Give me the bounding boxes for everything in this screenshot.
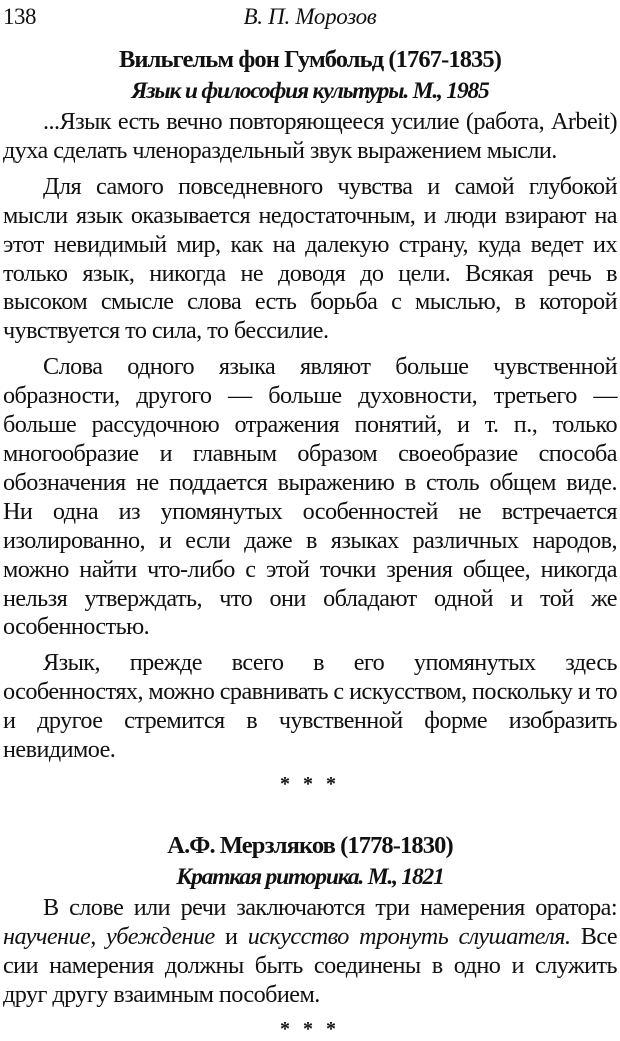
paragraph (3, 894, 617, 1010)
section-humboldt (3, 44, 617, 796)
section-source: Краткая риторика. М., 1821 (176, 863, 444, 890)
spacer (3, 796, 617, 830)
emphasis-teaching-persuasion: научение, убеждение (3, 922, 215, 950)
section-separator: * * * (280, 1017, 340, 1040)
section-heading: Вильгельм фон Гумбольд (1767-1835) (118, 46, 501, 73)
paragraph: Язык, прежде всего в его упомянутых здесь особенностях, можно сравнивать с искусством, поскольку и то и другое стремится в чувственной форме изобразить невидимое. (3, 649, 617, 764)
section-merzlyakov (3, 830, 617, 1041)
page-number: 138 (3, 4, 36, 29)
section-source: Язык и философия культуры. М., 1985 (131, 78, 489, 104)
section-heading: А.Ф. Мерзляков (1778-1830) (167, 831, 453, 859)
paragraph: ...Язык есть вечно повторяющееся усилие (работа, Arbeit) духа сделать членораздельный звук выражением мысли. (3, 108, 617, 164)
paragraph: Для самого повседневного чувства и самой глубокой мысли язык оказывается недостаточным, и люди взирают на этот невидимый мир, как на далекую страну, куда ведет их только язык, никогда не доводя до цели. Всякая речь в высоком смысле слова есть борьба с мыслью, в которой чувствуется то сила, то бессилие. (3, 172, 617, 345)
paragraph-tail: Все сии намерения должны быть соединены в одно и служить друг другу взаимным пособием. (3, 922, 618, 1008)
section-separator: * * * (280, 772, 340, 795)
running-header (3, 2, 617, 32)
emphasis-art-of-touching: искусство тронуть слушателя. (247, 922, 571, 950)
paragraph-conjunction: и (214, 922, 248, 950)
page-body (3, 44, 617, 1041)
paragraph-lead: В слове или речи заключаются три намерения оратора: (43, 893, 617, 921)
running-title: В. П. Морозов (243, 4, 377, 29)
paragraph: Слова одного языка являют больше чувственной образности, другого — больше духовности, третьего — больше рассудочною отражения понятий, и т. п., только многообразие и главным образом своеобразие способа обозначения не поддается выражению в столь общем виде. Ни одна из упомянутых особенностей не встречается изолированно, и если даже в языках различных народов, можно найти что-либо с этой точки зрения общее, никогда нельзя утверждать, что они обладают одной и той же особенностью. (3, 353, 617, 641)
